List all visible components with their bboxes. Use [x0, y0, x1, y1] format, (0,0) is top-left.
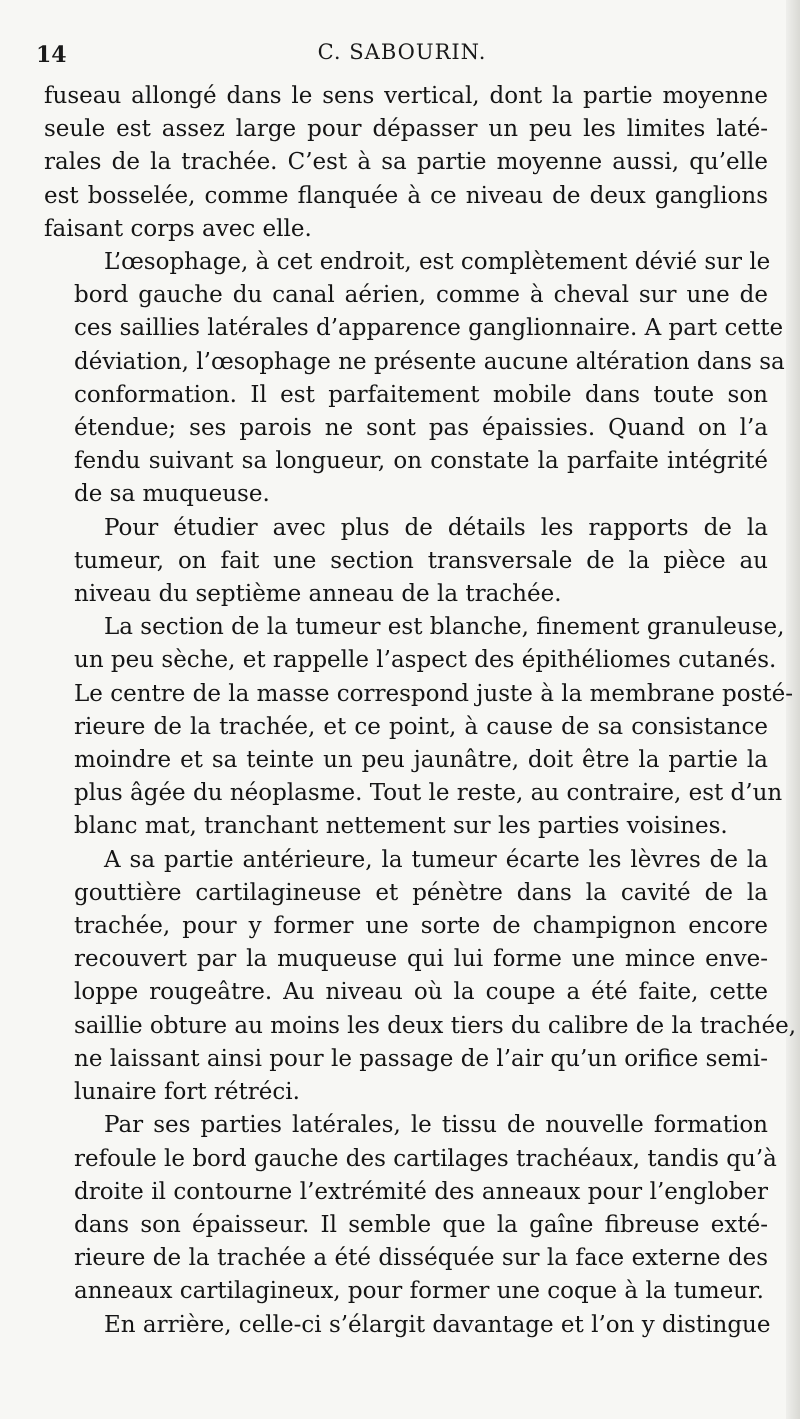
text-line: fuseau allongé dans le sens vertical, dont la partie moyenne	[44, 83, 768, 109]
text-line: rieure de la trachée a été disséquée sur la face externe des	[74, 1245, 768, 1272]
text-line: déviation, l’œsophage ne présente aucune altération dans sa	[74, 348, 785, 375]
paragraph	[44, 512, 768, 612]
text-line: bord gauche du canal aérien, comme à cheval sur une de	[74, 282, 768, 309]
text-line: faisant corps avec elle.	[44, 215, 312, 242]
text-line: rales de la trachée. C’est à sa partie moyenne aussi, qu’elle	[44, 149, 768, 176]
text-line: recouvert par la muqueuse qui lui forme une mince enve-	[74, 946, 768, 973]
text-line: moindre et sa teinte un peu jaunâtre, doit être la partie la	[74, 747, 768, 774]
text-line: anneaux cartilagineux, pour former une coque à la tumeur.	[74, 1278, 764, 1305]
text-line: lunaire fort rétréci.	[74, 1079, 300, 1106]
page-header	[32, 36, 772, 70]
paragraph	[44, 246, 785, 512]
text-line: seule est assez large pour dépasser un peu les limites laté-	[44, 116, 768, 143]
paragraph	[44, 844, 797, 1110]
text-line: Par ses parties latérales, le tissu de nouvelle formation	[104, 1112, 768, 1139]
paragraph	[44, 1109, 777, 1308]
text-line: est bosselée, comme flanquée à ce niveau de deux ganglions	[44, 182, 768, 209]
text-line: droite il contourne l’extrémité des anneaux pour l’englober	[74, 1178, 768, 1205]
text-line: saillie obture au moins les deux tiers du calibre de la trachée,	[74, 1012, 797, 1039]
text-line: L’œsophage, à cet endroit, est complètement dévié sur le	[104, 249, 771, 276]
text-line: étendue; ses parois ne sont pas épaissies. Quand on l’a	[74, 415, 768, 442]
paragraph	[44, 611, 793, 843]
text-line: dans son épaisseur. Il semble que la gaîne fibreuse exté-	[74, 1211, 768, 1238]
text-line: plus âgée du néoplasme. Tout le reste, au contraire, est d’un	[74, 780, 783, 807]
text-line: A sa partie antérieure, la tumeur écarte les lèvres de la	[104, 846, 768, 873]
text-line: gouttière cartilagineuse et pénètre dans la cavité de la	[74, 879, 768, 906]
paragraph	[44, 1309, 771, 1342]
text-line: loppe rougeâtre. Au niveau où la coupe a été faite, cette	[74, 979, 768, 1006]
paragraph	[44, 80, 768, 246]
text-line: ces saillies latérales d’apparence ganglionnaire. A part cette	[74, 315, 784, 342]
body-text	[44, 80, 797, 1342]
text-line: trachée, pour y former une sorte de champignon encore	[74, 913, 768, 940]
running-head: C. SABOURIN.	[317, 40, 487, 64]
text-line: fendu suivant sa longueur, on constate la parfaite intégrité	[74, 448, 768, 475]
text-line: niveau du septième anneau de la trachée.	[74, 581, 562, 608]
text-line: refoule le bord gauche des cartilages trachéaux, tandis qu’à	[74, 1145, 777, 1172]
page-number: 14	[36, 42, 67, 68]
text-line: blanc mat, tranchant nettement sur les parties voisines.	[74, 813, 728, 840]
text-line: rieure de la trachée, et ce point, à cause de sa consistance	[74, 713, 768, 740]
text-line: conformation. Il est parfaitement mobile dans toute son	[74, 381, 768, 408]
text-line: tumeur, on fait une section transversale de la pièce au	[74, 547, 768, 574]
text-line: de sa muqueuse.	[74, 481, 270, 508]
text-line: La section de la tumeur est blanche, finement granuleuse,	[104, 614, 785, 641]
text-line: ne laissant ainsi pour le passage de l’air qu’un orifice semi-	[74, 1045, 768, 1072]
text-line: un peu sèche, et rappelle l’aspect des épithéliomes cutanés.	[74, 647, 777, 674]
text-line: Le centre de la masse correspond juste à la membrane posté-	[74, 680, 793, 707]
text-line: En arrière, celle-ci s’élargit davantage et l’on y distingue	[104, 1311, 771, 1338]
text-line: Pour étudier avec plus de détails les rapports de la	[104, 514, 768, 541]
